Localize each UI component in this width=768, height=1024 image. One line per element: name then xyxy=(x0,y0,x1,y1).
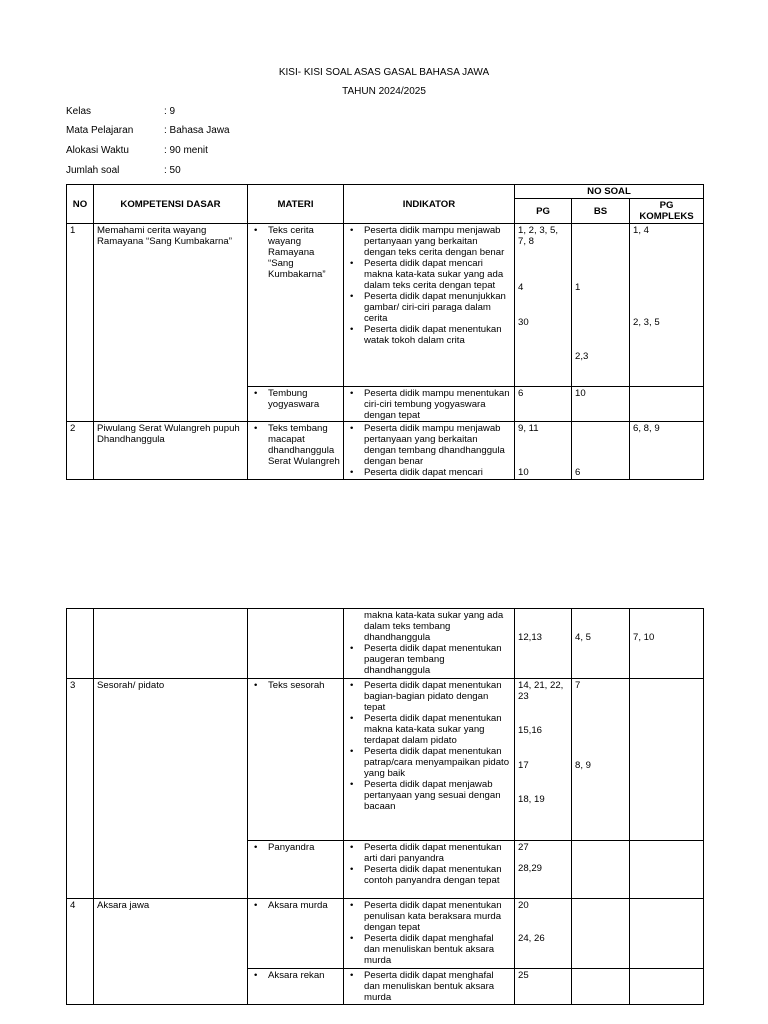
materi-item: • Teks cerita wayang Ramayana “Sang Kumbakarna” xyxy=(251,225,340,280)
kompetensi-dasar-cell xyxy=(94,609,248,679)
pg-kompleks-cell xyxy=(630,679,704,841)
indikator-item: • Peserta didik dapat menghafal dan menuliskan bentuk aksara murda xyxy=(347,970,511,1003)
materi-cell xyxy=(248,899,344,969)
header-materi: MATERI xyxy=(248,185,344,224)
pg-kompleks-cell: 6, 8, 9 xyxy=(630,422,704,480)
doc-title: KISI- KISI SOAL ASAS GASAL BAHASA JAWA xyxy=(278,67,490,78)
table-row xyxy=(67,422,704,480)
row-no: 1 xyxy=(67,224,94,422)
row-no xyxy=(67,609,94,679)
doc-subtitle: TAHUN 2024/2025 xyxy=(342,86,426,97)
pg-value: 17 xyxy=(518,760,529,771)
pg-value: 14, 21, 22, xyxy=(518,680,564,691)
pgk-value: 2, 3, 5 xyxy=(633,317,660,328)
indikator-item: • Peserta didik dapat menentukan paugeran tembang dhandhanggula xyxy=(347,643,511,676)
table-row xyxy=(67,679,704,841)
bs-value: 7 xyxy=(575,680,581,691)
bs-cell xyxy=(572,841,630,899)
row-no: 3 xyxy=(67,679,94,899)
materi-cell xyxy=(248,679,344,841)
table-row xyxy=(67,224,704,387)
materi-item: • Aksara murda xyxy=(251,900,340,911)
indikator-item: • Peserta didik mampu menjawab pertanyaan yang berkaitan dengan teks cerita dengan benar xyxy=(347,225,511,258)
bs-cell xyxy=(572,609,630,679)
bs-value: 2,3 xyxy=(575,351,589,362)
pg-cell xyxy=(515,841,572,899)
materi-cell xyxy=(248,841,344,899)
pg-cell xyxy=(515,899,572,969)
indikator-item: • Peserta didik dapat mencari xyxy=(347,467,511,478)
pg-value: 27 xyxy=(518,842,529,853)
pg-cell xyxy=(515,679,572,841)
materi-cell xyxy=(248,387,344,422)
bs-cell: 10 xyxy=(572,387,630,422)
header-kompetensi-dasar: KOMPETENSI DASAR xyxy=(94,185,248,224)
pg-cell: 25 xyxy=(515,969,572,1005)
pg-kompleks-cell xyxy=(630,224,704,387)
kisi-table-page1 xyxy=(66,184,704,480)
header-no: NO xyxy=(67,185,94,224)
pg-kompleks-cell xyxy=(630,969,704,1005)
table-row xyxy=(67,609,704,679)
pg-value: 1, 2, 3, 5, xyxy=(518,225,559,236)
bs-cell xyxy=(572,969,630,1005)
pg-cell xyxy=(515,422,572,480)
pg-value: 30 xyxy=(518,317,529,328)
indikator-continuation: makna kata-kata sukar yang ada dalam teks tembang dhandhanggula xyxy=(364,610,504,643)
header-pg: PG xyxy=(515,199,572,224)
bs-cell xyxy=(572,224,630,387)
indikator-item: • Peserta didik dapat menentukan arti dari panyandra xyxy=(347,842,511,864)
table-row xyxy=(67,899,704,969)
pg-value: 23 xyxy=(518,691,529,702)
meta-label-kelas: Kelas xyxy=(66,106,92,117)
pg-value: 28,29 xyxy=(518,863,543,874)
pg-cell xyxy=(515,224,572,387)
bs-value: 6 xyxy=(575,467,581,478)
indikator-cell xyxy=(344,841,515,899)
bs-cell xyxy=(572,899,630,969)
materi-cell xyxy=(248,422,344,480)
pg-value: 4 xyxy=(518,282,524,293)
pgk-value: 7, 10 xyxy=(633,632,655,643)
pg-cell: 6 xyxy=(515,387,572,422)
indikator-cell xyxy=(344,899,515,969)
header-pg-kompleks: PG KOMPLEKS xyxy=(630,199,704,224)
header-bs: BS xyxy=(572,199,630,224)
meta-value-mapel: : Bahasa Jawa xyxy=(164,125,230,136)
indikator-item: • Peserta didik dapat menentukan makna kata-kata sukar yang terdapat dalam pidato xyxy=(347,713,511,746)
bs-value: 4, 5 xyxy=(575,632,592,643)
materi-item: • Aksara rekan xyxy=(251,970,340,981)
pg-kompleks-cell xyxy=(630,609,704,679)
materi-item: • Teks tembang macapat dhandhanggula Serat Wulangreh xyxy=(251,423,340,467)
indikator-item: • Peserta didik dapat menunjukkan gambar/ ciri-ciri paraga dalam cerita xyxy=(347,291,511,324)
materi-cell xyxy=(248,224,344,387)
meta-label-mapel: Mata Pelajaran xyxy=(66,125,134,136)
kompetensi-dasar-cell: Aksara jawa xyxy=(94,899,248,1005)
indikator-item: • Peserta didik mampu menjawab pertanyaan yang berkaitan dengan tembang dhandhanggula dengan benar xyxy=(347,423,511,467)
indikator-item: • Peserta didik dapat menjawab pertanyaan yang sesuai dengan bacaan xyxy=(347,779,511,812)
indikator-cell xyxy=(344,224,515,387)
indikator-item: • Peserta didik dapat menentukan contoh panyandra dengan tepat xyxy=(347,864,511,886)
materi-item: • Teks sesorah xyxy=(251,680,340,691)
header-indikator: INDIKATOR xyxy=(344,185,515,224)
kompetensi-dasar-cell: Memahami cerita wayang Ramayana “Sang Kumbakarna” xyxy=(94,224,248,422)
indikator-cell xyxy=(344,609,515,679)
indikator-cell xyxy=(344,387,515,422)
meta-value-alokasi: : 90 menit xyxy=(164,145,208,156)
meta-value-kelas: : 9 xyxy=(164,106,176,117)
row-no: 2 xyxy=(67,422,94,480)
materi-cell xyxy=(248,609,344,679)
indikator-cell xyxy=(344,679,515,841)
row-no: 4 xyxy=(67,899,94,1005)
pg-kompleks-cell xyxy=(630,899,704,969)
pg-value: 9, 11 xyxy=(518,423,539,434)
indikator-item: • Peserta didik dapat menentukan penulisan kata beraksara murda dengan tepat xyxy=(347,900,511,933)
materi-cell xyxy=(248,969,344,1005)
indikator-item: • Peserta didik dapat menentukan watak tokoh dalam crita xyxy=(347,324,511,346)
indikator-item: • Peserta didik dapat menghafal dan menuliskan bentuk aksara murda xyxy=(347,933,511,966)
kisi-table-page2 xyxy=(66,608,704,1005)
meta-label-jumlah: Jumlah soal xyxy=(66,165,120,176)
kompetensi-dasar-cell: Sesorah/ pidato xyxy=(94,679,248,899)
pg-value: 20 xyxy=(518,900,529,911)
bs-cell xyxy=(572,679,630,841)
indikator-cell xyxy=(344,969,515,1005)
bs-value: 1 xyxy=(575,282,581,293)
pg-value: 15,16 xyxy=(518,725,543,736)
pg-kompleks-cell xyxy=(630,387,704,422)
indikator-item: • Peserta didik dapat mencari makna kata-kata sukar yang ada dalam teks cerita dengan tepat xyxy=(347,258,511,291)
pg-value: 12,13 xyxy=(518,632,543,643)
pg-cell xyxy=(515,609,572,679)
indikator-item: • Peserta didik dapat menentukan patrap/cara menyampaikan pidato yang baik xyxy=(347,746,511,779)
pg-value: 10 xyxy=(518,467,529,478)
bs-cell xyxy=(572,422,630,480)
materi-item: • Panyandra xyxy=(251,842,340,853)
pg-kompleks-cell xyxy=(630,841,704,899)
header-no-soal: NO SOAL xyxy=(515,185,704,199)
meta-value-jumlah: : 50 xyxy=(164,165,181,176)
indikator-cell xyxy=(344,422,515,480)
indikator-item: • Peserta didik dapat menentukan bagian-bagian pidato dengan tepat xyxy=(347,680,511,713)
bs-value: 8, 9 xyxy=(575,760,592,771)
pgk-value: 1, 4 xyxy=(633,225,650,236)
meta-label-alokasi: Alokasi Waktu xyxy=(66,145,129,156)
pg-value: 7, 8 xyxy=(518,236,535,247)
indikator-item: • Peserta didik mampu menentukan ciri-ciri tembung yogyaswara dengan tepat xyxy=(347,388,511,421)
pg-value: 18, 19 xyxy=(518,794,545,805)
kompetensi-dasar-cell: Piwulang Serat Wulangreh pupuh Dhandhanggula xyxy=(94,422,248,480)
pg-value: 24, 26 xyxy=(518,933,545,944)
materi-item: • Tembung yogyaswara xyxy=(251,388,340,410)
